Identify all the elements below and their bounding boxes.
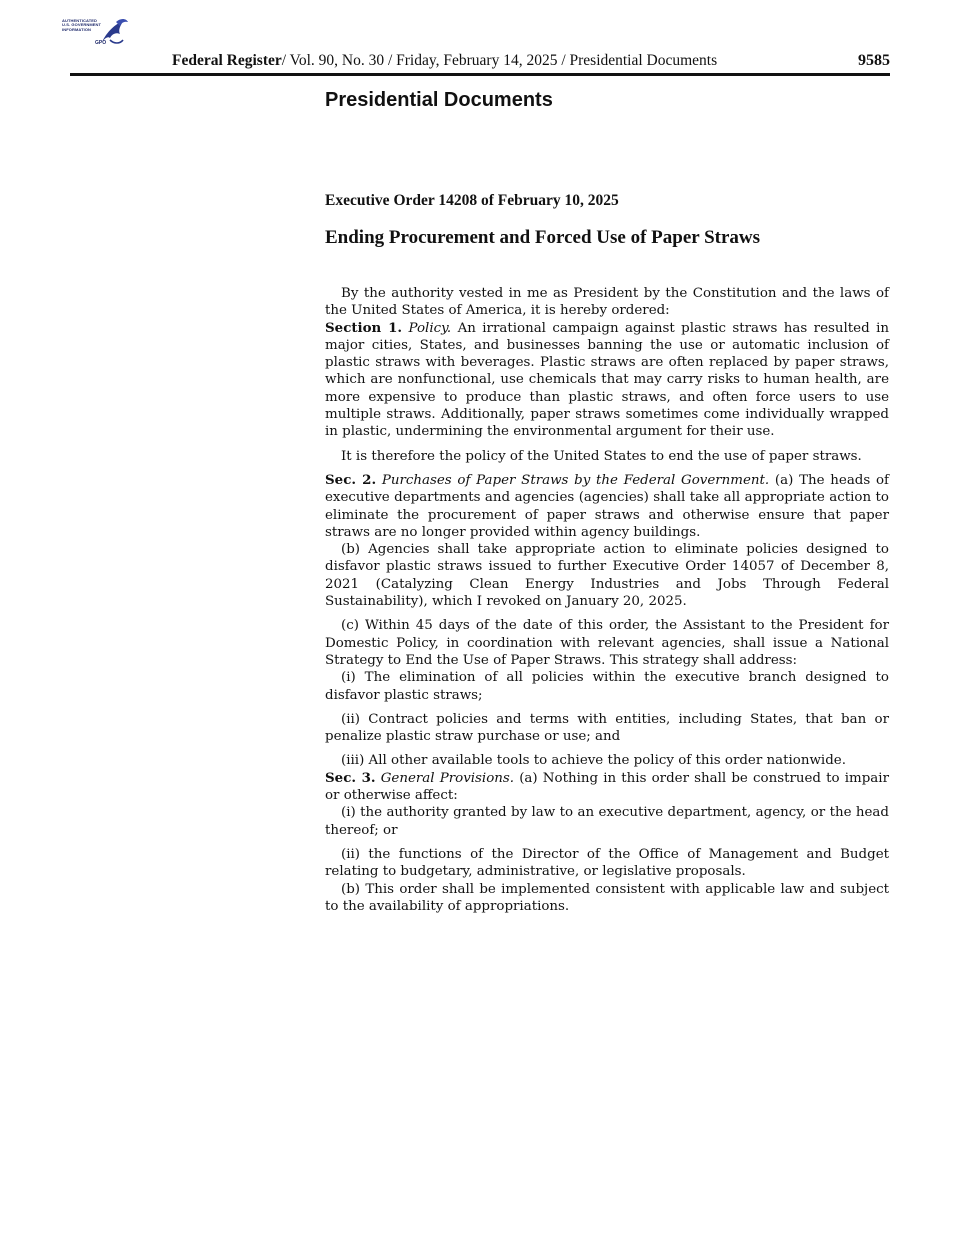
section-2-c: (c) Within 45 days of the date of this order, the Assistant to the President for Domestic Policy, in coordination with relevant agencies, shall issue a National Strategy to End the Use of Paper Straws. This strategy shall address: bbox=[325, 618, 889, 668]
issue-details: / Vol. 90, No. 30 / Friday, February 14, 2025 / Presidential Documents bbox=[281, 52, 718, 69]
executive-order-number: Executive Order 14208 of February 10, 2025 bbox=[325, 192, 619, 209]
logo-gpo-text: GPO bbox=[95, 40, 107, 46]
order-body bbox=[325, 285, 889, 915]
gpo-authenticated-logo bbox=[62, 16, 132, 52]
section-1-text: An irrational campaign against plastic straws has resulted in major cities, States, and businesses banning the use or automatic inclusion of plastic straws with beverages. Plastic straws are often replaced by paper straws, which are nonfunctional, use chemicals that may carry risks to human health, are more expensive to produce than plastic straws, and often force users to use multiple straws. Additionally, paper straws sometimes come individually wrapped in plastic, undermining the environmental argument for their use. bbox=[325, 320, 889, 440]
section-1-label: Section 1. bbox=[325, 319, 403, 336]
section-3-a-i: (i) the authority granted by law to an executive department, agency, or the head thereof; or bbox=[325, 805, 889, 838]
header-rule bbox=[70, 73, 890, 76]
page-number: 9585 bbox=[858, 52, 890, 69]
section-2-c-iii: (iii) All other available tools to achieve the policy of this order nationwide. bbox=[341, 753, 846, 769]
section-3-label: Sec. 3. bbox=[325, 769, 376, 786]
section-1 bbox=[325, 320, 889, 441]
section-2-heading: Purchases of Paper Straws by the Federal Government. bbox=[381, 472, 770, 488]
section-1-policy: It is therefore the policy of the United States to end the use of paper straws. bbox=[341, 448, 862, 464]
executive-order-title: Ending Procurement and Forced Use of Paper Straws bbox=[325, 227, 761, 248]
section-2-c-ii: (ii) Contract policies and terms with entities, including States, that ban or penalize plastic straw purchase or use; and bbox=[325, 711, 889, 745]
section-2-a: (a) The heads of executive departments and agencies (agencies) shall take all appropriate action to eliminate the procurement of paper straws and otherwise ensure that paper straws are no longer provided within agency buildings. bbox=[325, 472, 889, 540]
running-head bbox=[172, 52, 792, 70]
section-3-heading: General Provisions. bbox=[380, 770, 515, 786]
logo-seal-text: AUTHENTICATED U.S. GOVERNMENT INFORMATION bbox=[62, 18, 102, 32]
section-3 bbox=[325, 770, 889, 805]
intro-paragraph: By the authority vested in me as President by the Constitution and the laws of the United States of America, it is hereby ordered: bbox=[325, 286, 889, 319]
section-2-label: Sec. 2. bbox=[325, 471, 377, 488]
section-title: Presidential Documents bbox=[325, 89, 553, 111]
journal-name: Federal Register bbox=[172, 52, 282, 69]
section-1-heading: Policy. bbox=[408, 320, 452, 336]
section-3-b: (b) This order shall be implemented consistent with applicable law and subject to the availability of appropriations. bbox=[325, 881, 889, 914]
section-2-b: (b) Agencies shall take appropriate action to eliminate policies designed to disfavor plastic straws issued to further Executive Order 14057 of December 8, 2021 (Catalyzing Clean Energy Industries and Jobs Through Federal Sustainability), which I revoked on January 20, 2025. bbox=[325, 542, 889, 610]
section-2 bbox=[325, 472, 889, 541]
section-2-c-i: (i) The elimination of all policies within the executive branch designed to disfavor plastic straws; bbox=[325, 670, 889, 703]
section-3-a: (a) Nothing in this order shall be construed to impair or otherwise affect: bbox=[325, 770, 889, 804]
section-3-a-ii: (ii) the functions of the Director of the Office of Management and Budget relating to budgetary, administrative, or legislative proposals. bbox=[325, 846, 889, 880]
